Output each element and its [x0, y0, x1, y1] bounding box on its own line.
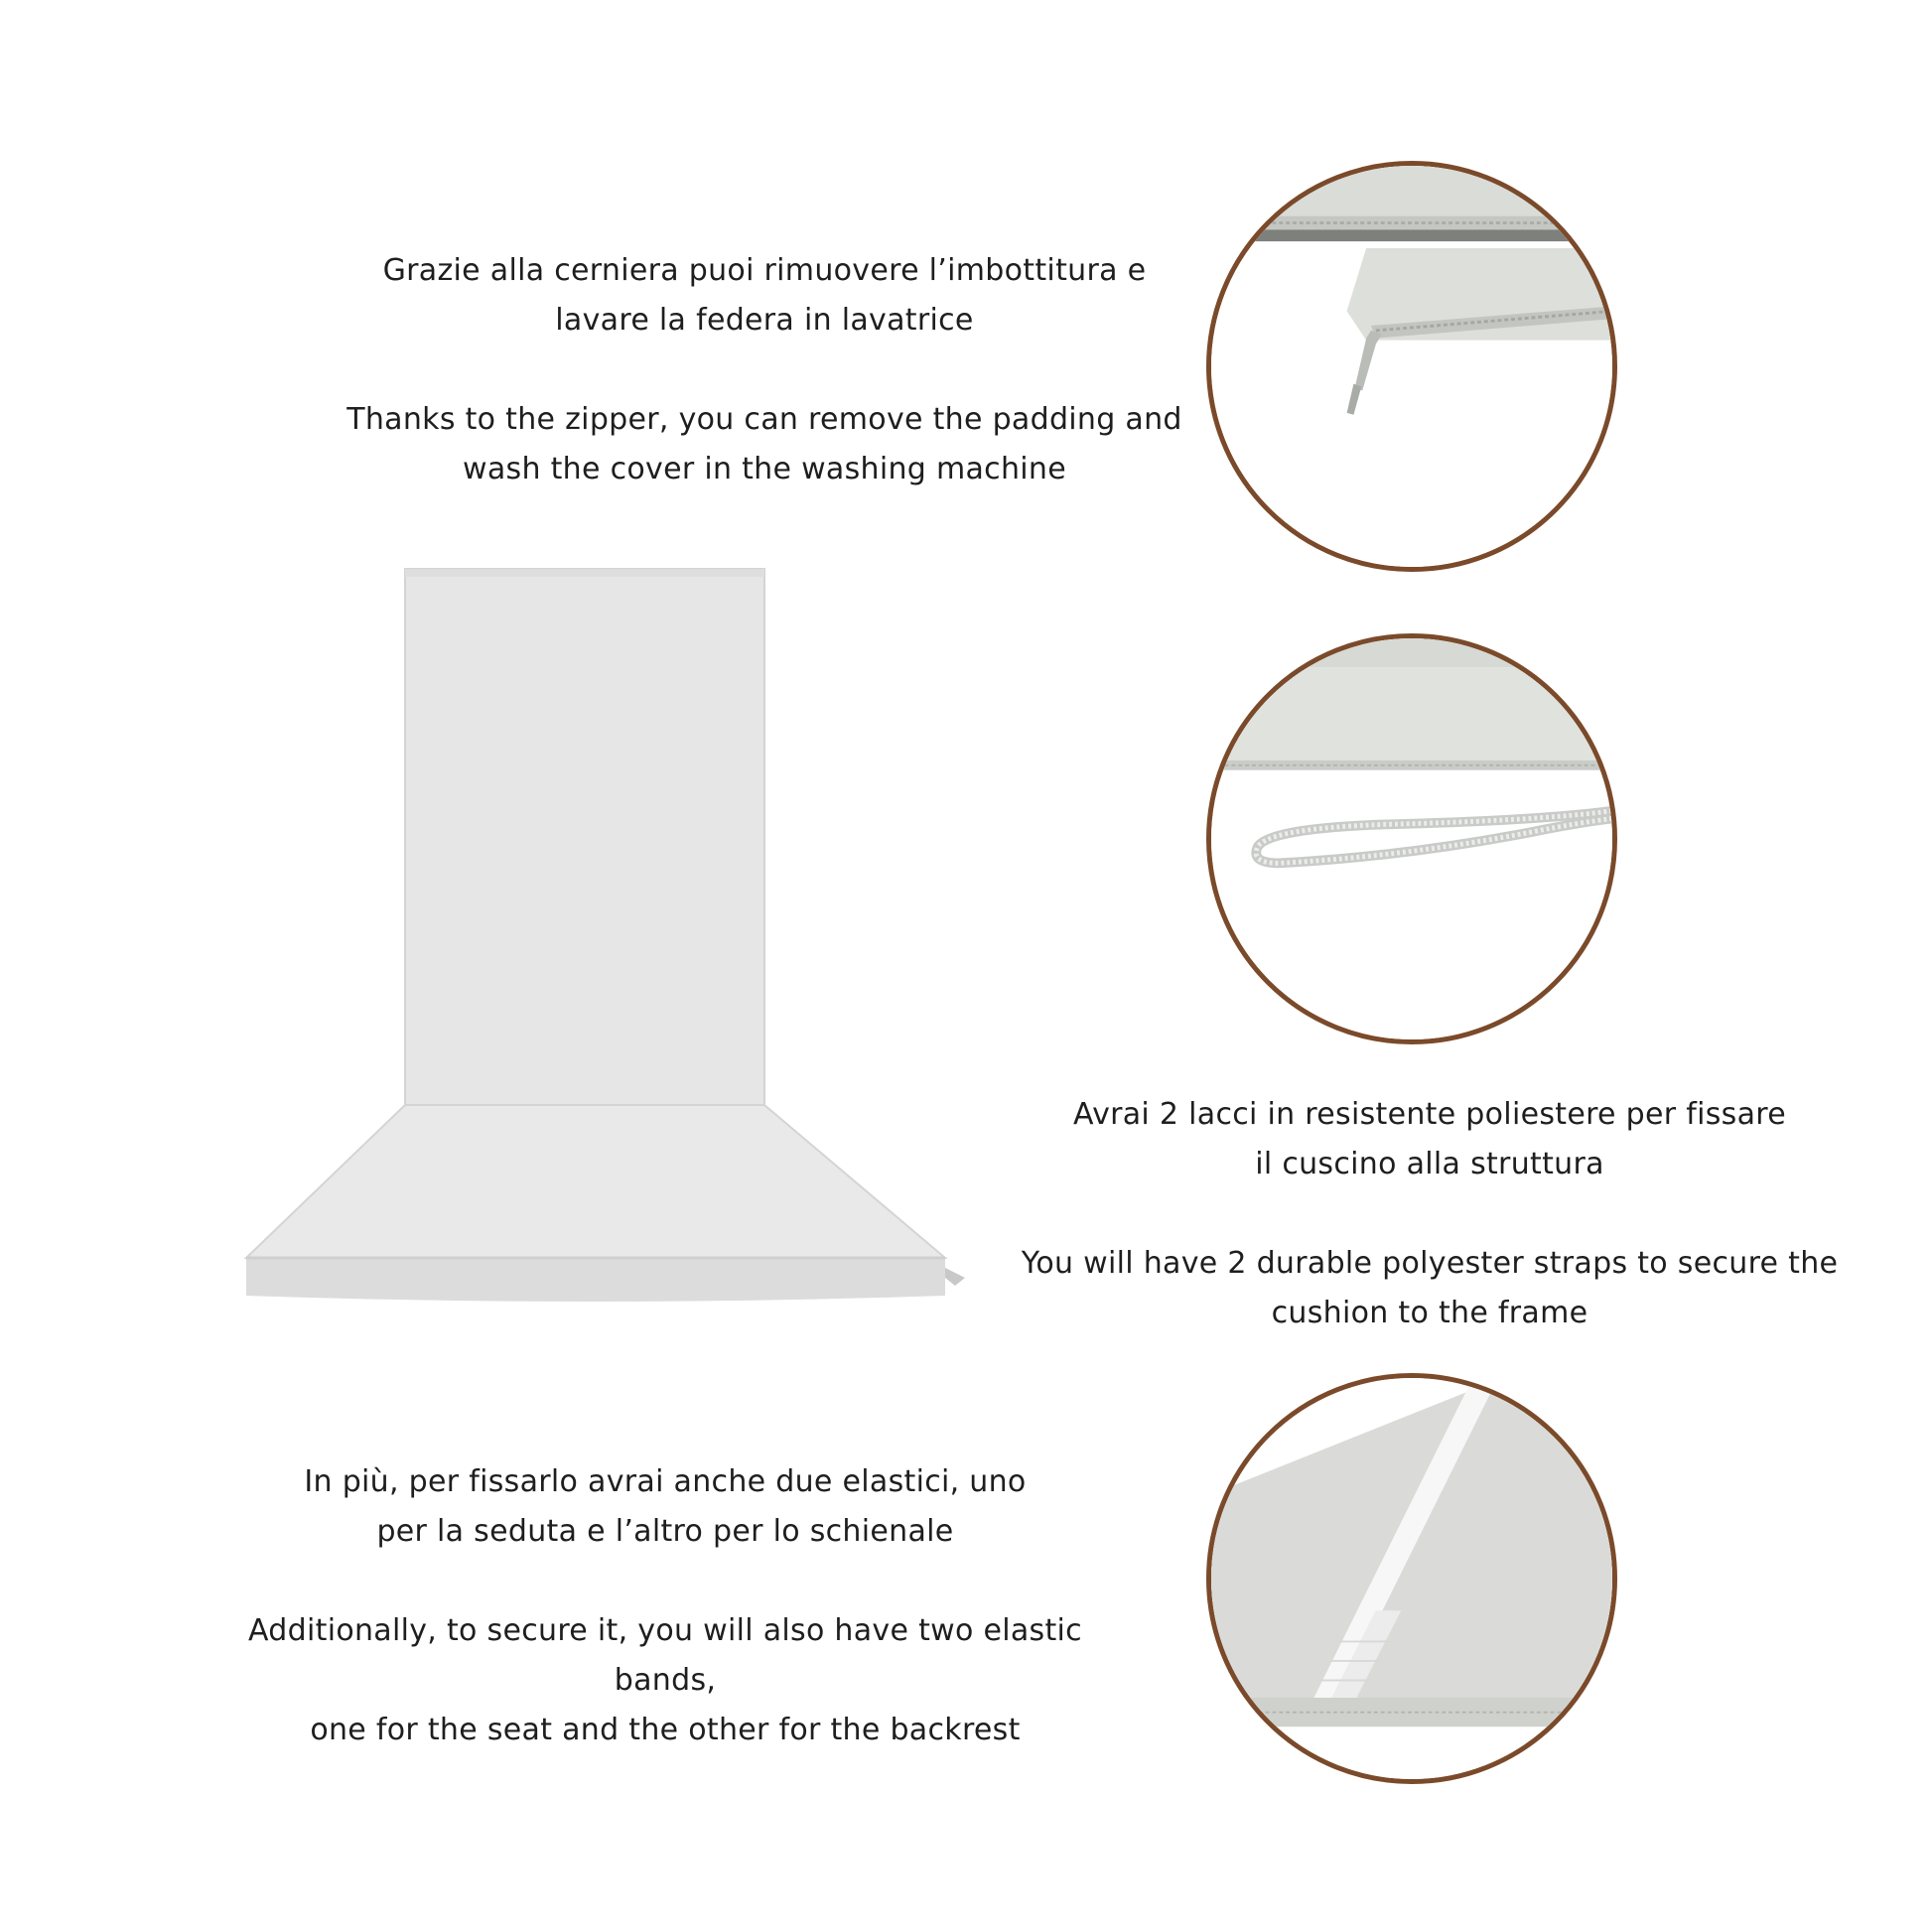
- zipper-en-line1: Thanks to the zipper, you can remove the padding and: [346, 402, 1182, 437]
- elastic-it-line2: per la seduta e l’altro per lo schienale: [376, 1514, 954, 1549]
- cushion-product-image: [238, 561, 973, 1315]
- elastic-en-line2: one for the seat and the other for the backrest: [310, 1713, 1021, 1747]
- zipper-it-line2: lavare la federa in lavatrice: [555, 303, 974, 338]
- elastic-it-line1: In più, per fissarlo avrai anche due elastici, uno: [304, 1464, 1027, 1499]
- elastic-description: [218, 1457, 1112, 1755]
- zipper-it-line1: Grazie alla cerniera puoi rimuovere l’imbottitura e: [382, 253, 1147, 288]
- straps-it-line2: il cuscino alla struttura: [1255, 1147, 1604, 1181]
- zipper-detail-image: [1206, 161, 1617, 572]
- elastic-band-illustration: [1211, 1378, 1612, 1779]
- strap-illustration: [1211, 638, 1612, 1039]
- straps-en-line1: You will have 2 durable polyester straps to secure the: [1021, 1246, 1839, 1281]
- straps-it-line1: Avrai 2 lacci in resistente poliestere per fissare: [1073, 1097, 1786, 1132]
- straps-description: [993, 1090, 1866, 1338]
- elastic-detail-image: [1206, 1373, 1617, 1784]
- straps-detail-image: [1206, 633, 1617, 1044]
- zipper-en-line2: wash the cover in the washing machine: [463, 452, 1066, 486]
- elastic-en-line1: Additionally, to secure it, you will also have two elastic bands,: [248, 1613, 1082, 1698]
- cushion-illustration: [238, 561, 973, 1315]
- straps-en-line2: cushion to the frame: [1271, 1296, 1588, 1330]
- zipper-description: [328, 246, 1201, 494]
- zipper-illustration: [1211, 166, 1612, 567]
